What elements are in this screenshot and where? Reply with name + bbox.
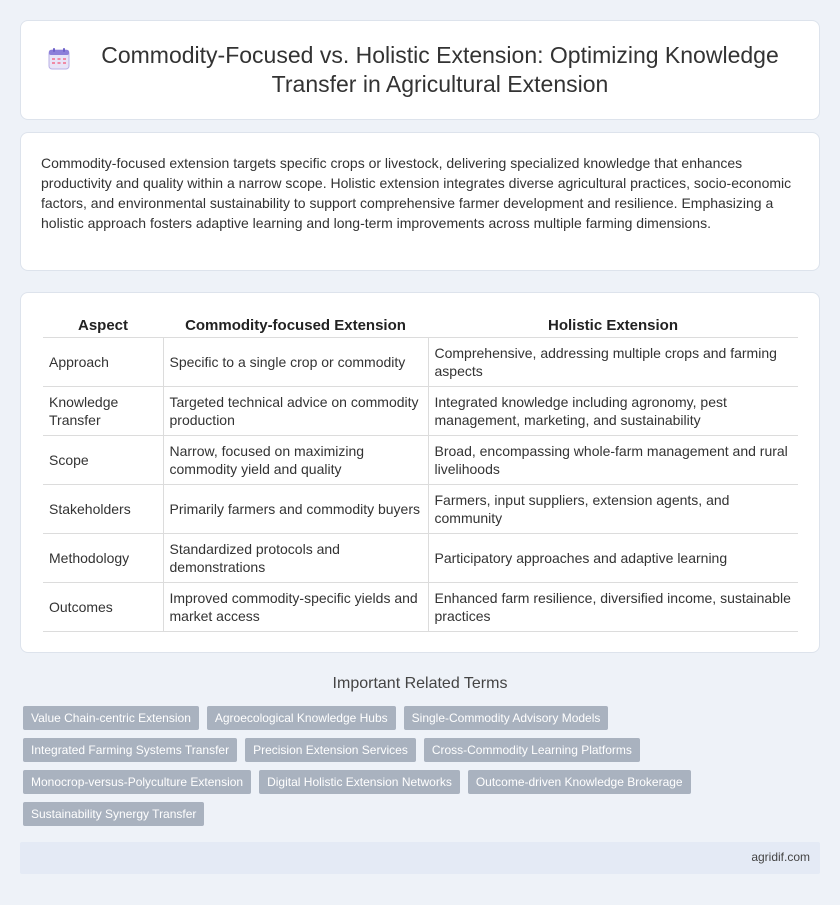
related-term-tag[interactable]: Value Chain-centric Extension: [23, 706, 199, 730]
header-holistic: Holistic Extension: [428, 313, 798, 337]
page-title: Commodity-Focused vs. Holistic Extension: Optimizing Knowledge Transfer in Agricultural Extension: [101, 42, 779, 97]
related-term-tag[interactable]: Monocrop-versus-Polyculture Extension: [23, 770, 251, 794]
title-wrap: [21, 21, 819, 119]
cell-holistic: Broad, encompassing whole-farm management and rural livelihoods: [428, 435, 798, 484]
cell-commodity: Primarily farmers and commodity buyers: [163, 484, 428, 533]
cell-holistic: Farmers, input suppliers, extension agents, and community: [428, 484, 798, 533]
cell-holistic: Integrated knowledge including agronomy, pest management, marketing, and sustainability: [428, 386, 798, 435]
cell-aspect: Stakeholders: [43, 484, 163, 533]
cell-commodity: Improved commodity-specific yields and market access: [163, 582, 428, 631]
header-aspect: Aspect: [43, 313, 163, 337]
cell-holistic: Participatory approaches and adaptive learning: [428, 533, 798, 582]
related-term-tag[interactable]: Digital Holistic Extension Networks: [259, 770, 460, 794]
table-row: [43, 484, 798, 533]
related-term-tag[interactable]: Agroecological Knowledge Hubs: [207, 706, 396, 730]
table-header-row: [43, 313, 798, 337]
table-row: [43, 337, 798, 386]
table-row: [43, 582, 798, 631]
cell-commodity: Narrow, focused on maximizing commodity yield and quality: [163, 435, 428, 484]
table-row: [43, 435, 798, 484]
related-term-tag[interactable]: Integrated Farming Systems Transfer: [23, 738, 237, 762]
related-term-tag[interactable]: Precision Extension Services: [245, 738, 416, 762]
cell-commodity: Standardized protocols and demonstrations: [163, 533, 428, 582]
cell-commodity: Targeted technical advice on commodity production: [163, 386, 428, 435]
cell-holistic: Comprehensive, addressing multiple crops and farming aspects: [428, 337, 798, 386]
table-row: [43, 386, 798, 435]
cell-aspect: Methodology: [43, 533, 163, 582]
header-commodity: Commodity-focused Extension: [163, 313, 428, 337]
table-row: [43, 533, 798, 582]
related-term-tag[interactable]: Cross-Commodity Learning Platforms: [424, 738, 640, 762]
cell-holistic: Enhanced farm resilience, diversified income, sustainable practices: [428, 582, 798, 631]
cell-aspect: Approach: [43, 337, 163, 386]
cell-aspect: Outcomes: [43, 582, 163, 631]
intro-paragraph: Commodity-focused extension targets specific crops or livestock, delivering specialized knowledge that enhances productivity and quality within a narrow scope. Holistic extension integrates diverse agricultural practices, socio-economic factors, and environmental sustainability to support comprehensive farmer development and resilience. Emphasizing a holistic approach fosters adaptive learning and long-term improvements across multiple farming dimensions.: [41, 155, 792, 231]
cell-aspect: Knowledge Transfer: [43, 386, 163, 435]
comparison-table-card: [20, 292, 820, 653]
footer-site-link[interactable]: agridif.com: [751, 850, 810, 864]
title-card: [20, 20, 820, 120]
related-terms-heading: Important Related Terms: [332, 675, 508, 692]
cell-aspect: Scope: [43, 435, 163, 484]
related-terms-list: [23, 706, 803, 826]
intro-card: [20, 132, 820, 271]
related-term-tag[interactable]: Sustainability Synergy Transfer: [23, 802, 204, 826]
footer-bar: [20, 842, 820, 874]
cell-commodity: Specific to a single crop or commodity: [163, 337, 428, 386]
comparison-table: [43, 313, 798, 632]
related-term-tag[interactable]: Single-Commodity Advisory Models: [404, 706, 609, 730]
related-term-tag[interactable]: Outcome-driven Knowledge Brokerage: [468, 770, 691, 794]
